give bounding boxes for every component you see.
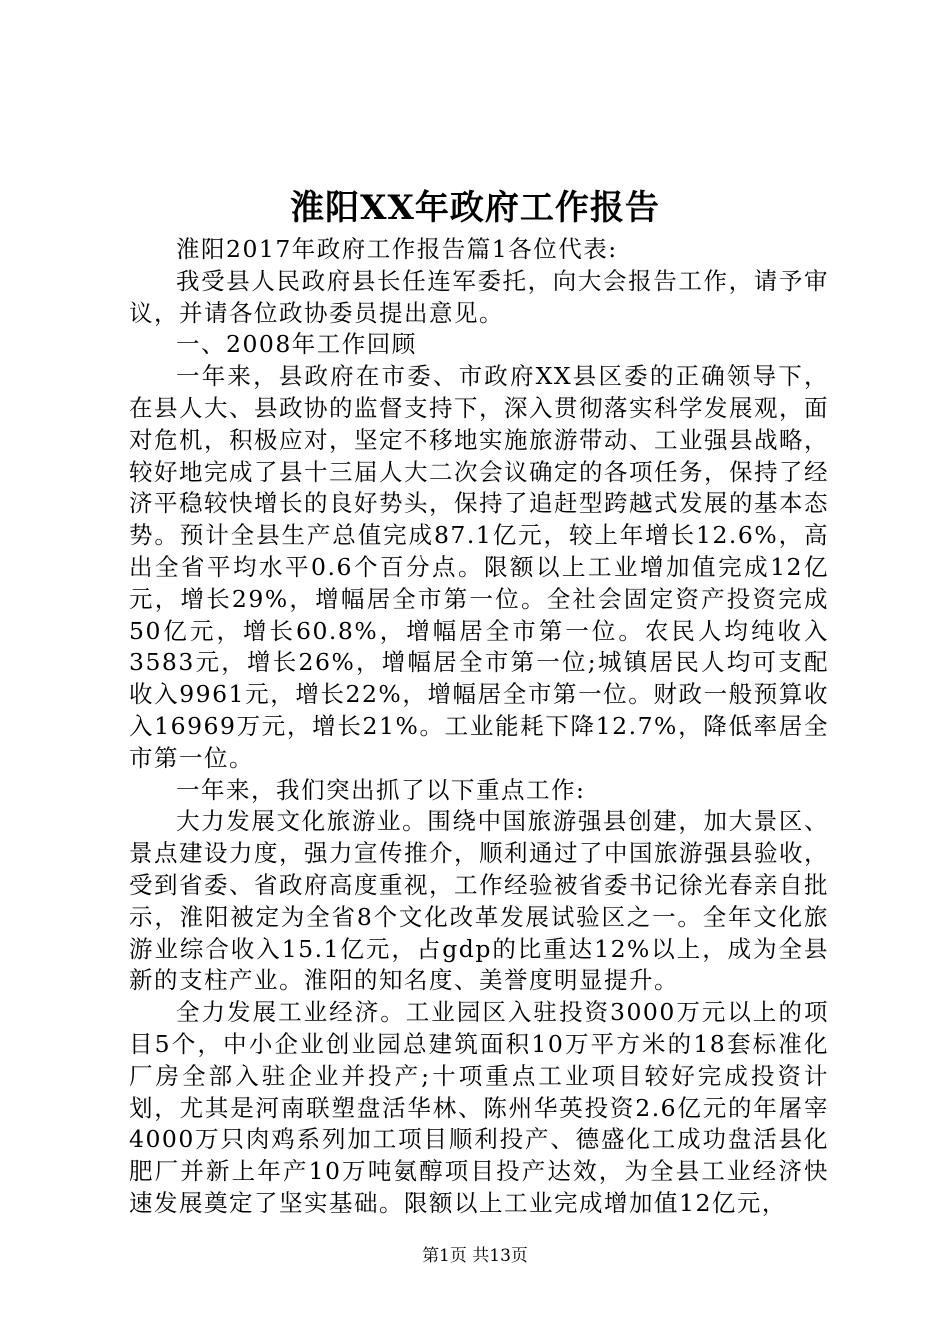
- section-heading-review: 一、2008年工作回顾: [176, 330, 417, 359]
- paragraph-overview: 一年来，县政府在市委、市政府XX县区委的正确领导下，在县人大、县政协的监督支持下，深入贯彻落实科学发展观，面对危机，积极应对，坚定不移地实施旅游带动、工业强县战略，较好地完成了县十三届人大二次会议确定的各项任务，保持了经济平稳较快增长的良好势头，保持了追赶型跨越式发展的基本态势。预计全县生产总值完成87.1亿元，较上年增长12.6%，高出全省平均水平0.6个百分点。限额以上工业增加值完成12亿元，增长29%，增幅居全市第一位。全社会固定资产投资完成50亿元，增长60.8%，增幅居全市第一位。农民人均纯收入3583元，增长26%，增幅居全市第一位;城镇居民人均可支配收入9961元，增长22%，增幅居全市第一位。财政一般预算收入16969万元，增长21%。工业能耗下降12.7%，降低率居全市第一位。: [129, 362, 829, 772]
- paragraph-intro: 我受县人民政府县长任连军委托，向大会报告工作，请予审议，并请各位政协委员提出意见。: [129, 266, 829, 327]
- document-body: [129, 234, 829, 1220]
- page-number-footer: 第1页 共13页: [422, 1246, 528, 1266]
- paragraph-greeting: 淮阳2017年政府工作报告篇1各位代表:: [176, 235, 618, 263]
- paragraph-tourism: 大力发展文化旅游业。围绕中国旅游强县创建，加大景区、景点建设力度，强力宣传推介，顺利通过了中国旅游强县验收，受到省委、省政府高度重视，工作经验被省委书记徐光春亲自批示，淮阳被定为全省8个文化改革发展试验区之一。全年文化旅游业综合收入15.1亿元，占gdp的比重达12%以上，成为全县新的支柱产业。淮阳的知名度、美誉度明显提升。: [129, 807, 829, 995]
- document-title: 淮阳XX年政府工作报告: [290, 188, 660, 228]
- paragraph-key-work: 一年来，我们突出抓了以下重点工作:: [176, 775, 586, 804]
- paragraph-industry: 全力发展工业经济。工业园区入驻投资3000万元以上的项目5个，中小企业创业园总建筑面积10万平方米的18套标准化厂房全部入驻企业并投产;十项重点工业项目较好完成投资计划，尤其是河南联塑盘活华林、陈州华英投资2.6亿元的年屠宰4000万只肉鸡系列加工项目顺利投产、德盛化工成功盘活县化肥厂并新上年产10万吨氨醇项目投产达效，为全县工业经济快速发展奠定了坚实基础。限额以上工业完成增加值12亿元，: [129, 998, 829, 1217]
